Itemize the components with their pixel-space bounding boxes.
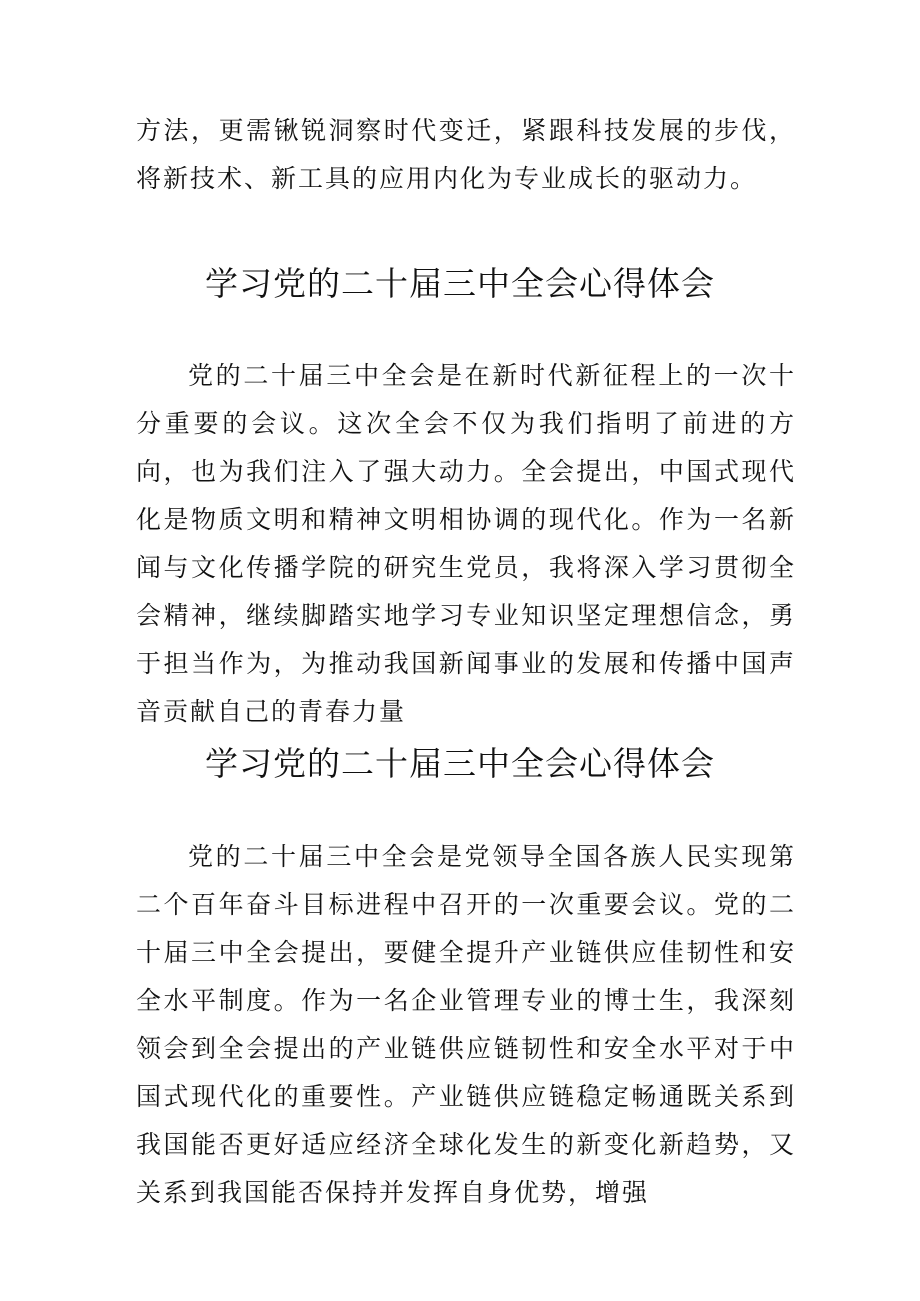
continuation-paragraph: 方法，更需锹锐洞察时代变迁，紧跟科技发展的步伐，将新技术、新工具的应用内化为专业成长的驱动力。 bbox=[136, 116, 796, 193]
section-heading: 学习党的二十届三中全会心得体会 bbox=[205, 264, 715, 303]
body-paragraph: 党的二十届三中全会是党领导全国各族人民实现第二个百年奋斗目标进程中召开的一次重要会议。党的二十届三中全会提出，要健全提升产业链供应佳韧性和安全水平制度。作为一名企业管理专业的博士生，我深刻领会到全会提出的产业链供应链韧性和安全水平对于中国式现代化的重要性。产业链供应链稳定畅通既关系到我国能否更好适应经济全球化发生的新变化新趋势，又关系到我国能否保持并发挥自身优势，增强 bbox=[136, 842, 796, 1207]
body-paragraph: 党的二十届三中全会是在新时代新征程上的一次十分重要的会议。这次全会不仅为我们指明了前进的方向，也为我们注入了强大动力。全会提出，中国式现代化是物质文明和精神文明相协调的现代化。作为一名新闻与文化传播学院的研究生党员，我将深入学习贯彻全会精神，继续脚踏实地学习专业知识坚定理想信念，勇于担当作为，为推动我国新闻事业的发展和传播中国声音贡献自己的青春力量 bbox=[136, 361, 796, 726]
section-heading: 学习党的二十届三中全会心得体会 bbox=[205, 744, 715, 783]
